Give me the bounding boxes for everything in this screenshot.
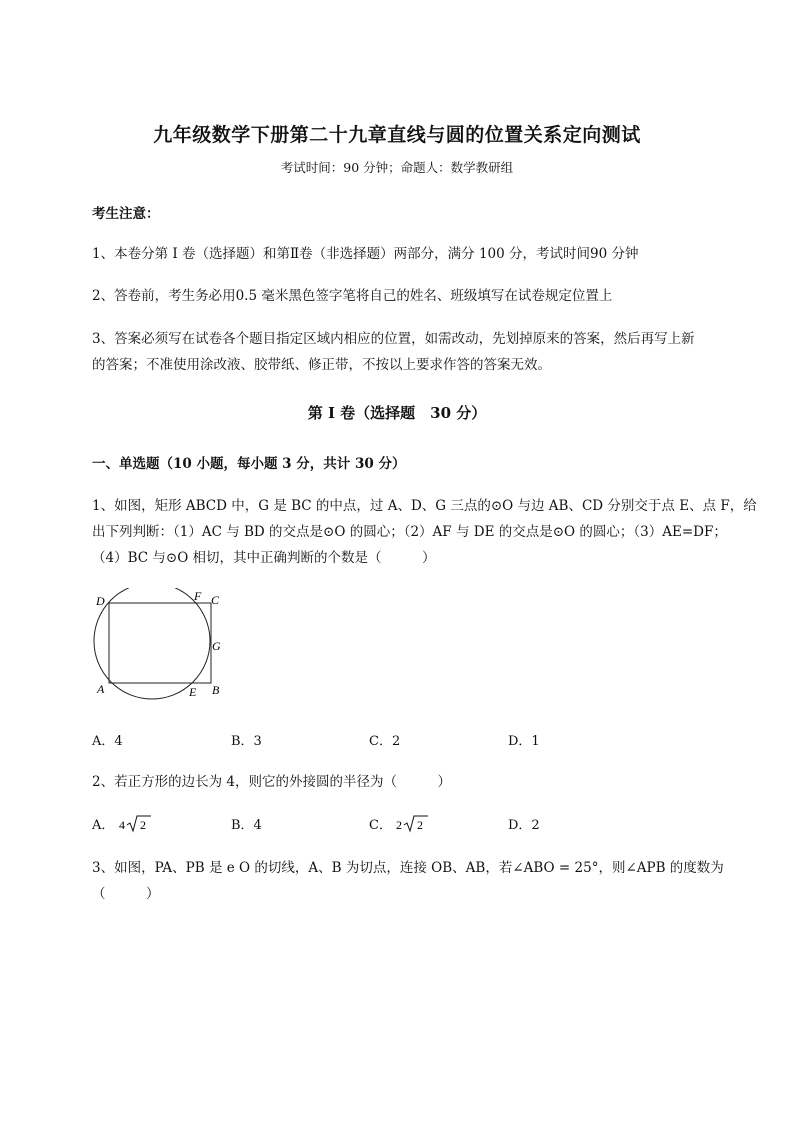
label-c: C <box>211 593 220 607</box>
q2-option-a-math <box>119 814 153 834</box>
question-3-line-1: 3、如图，PA、PB 是 e O 的切线，A、B 为切点，连接 OB、AB，若∠ABO = 25°，则∠APB 的度数为 <box>92 860 724 876</box>
q2-option-a[interactable] <box>92 814 153 834</box>
label-d: D <box>96 594 105 608</box>
label-a: A <box>97 682 105 696</box>
q2-option-b[interactable]: B．4 <box>231 818 262 833</box>
sqrt-sign-icon <box>404 816 428 831</box>
notice-item-2: 2、答卷前，考生务必用0.5 毫米黑色签字笔将自己的姓名、班级填写在试卷规定位置上 <box>92 288 613 304</box>
label-f: F <box>194 589 202 603</box>
document-title: 九年级数学下册第二十九章直线与圆的位置关系定向测试 <box>153 124 641 146</box>
question-1-line-3: （4）BC 与⊙O 相切，其中正确判断的个数是（ ） <box>92 550 436 566</box>
q1-option-c[interactable]: C．2 <box>369 734 401 749</box>
q2-option-c-label: C． <box>369 818 392 833</box>
question-1-figure <box>88 588 228 700</box>
label-b: B <box>212 683 220 697</box>
question-3-line-2: （ ） <box>92 886 160 902</box>
section-heading: 一、单选题（10 小题，每小题 3 分，共计 30 分） <box>92 456 406 472</box>
notice-item-1: 1、本卷分第 I 卷（选择题）和第Ⅱ卷（非选择题）两部分，满分 100 分，考试时间90 分钟 <box>92 246 639 262</box>
exam-info: 考试时间：90 分钟；命题人：数学教研组 <box>280 160 514 175</box>
question-1-line-1: 1、如图，矩形 ABCD 中，G 是 BC 的中点，过 A、D、G 三点的⊙O 与边 AB、CD 分别交于点 E、点 F，给 <box>92 498 757 514</box>
notice-item-3: 3、答案必须写在试卷各个题目指定区域内相应的位置，如需改动，先划掉原来的答案，然后再写上新 <box>92 331 695 347</box>
q1-option-b[interactable]: B．3 <box>231 734 262 749</box>
notice-heading: 考生注意： <box>92 206 160 222</box>
question-2-line-1: 2、若正方形的边长为 4，则它的外接圆的半径为（ ） <box>92 774 451 790</box>
q2-option-d[interactable]: D．2 <box>508 818 540 833</box>
part-one-title: 第 I 卷（选择题 30 分） <box>307 404 487 422</box>
label-g: G <box>212 639 221 653</box>
label-e: E <box>189 685 197 699</box>
q2-c-radicand: 2 <box>417 818 424 832</box>
question-1-line-2: 出下列判断：（1）AC 与 BD 的交点是⊙O 的圆心；（2）AF 与 DE 的交点是⊙O 的圆心；（3）AE=DF； <box>92 524 727 540</box>
rectangle-abcd <box>109 603 211 683</box>
q2-option-c-math <box>396 814 430 834</box>
notice-item-3-continued: 的答案；不准使用涂改液、胶带纸、修正带，不按以上要求作答的答案无效。 <box>92 357 551 373</box>
q2-option-c[interactable] <box>369 814 430 834</box>
q1-option-a[interactable]: A．4 <box>92 734 123 749</box>
q2-a-coefficient: 4 <box>118 818 125 832</box>
sqrt-sign-icon <box>127 816 151 831</box>
q2-c-coefficient: 2 <box>396 818 403 832</box>
q2-option-a-label: A． <box>92 818 115 833</box>
q1-option-d[interactable]: D．1 <box>508 734 540 749</box>
q2-a-radicand: 2 <box>139 818 146 832</box>
circle-o <box>94 588 210 699</box>
